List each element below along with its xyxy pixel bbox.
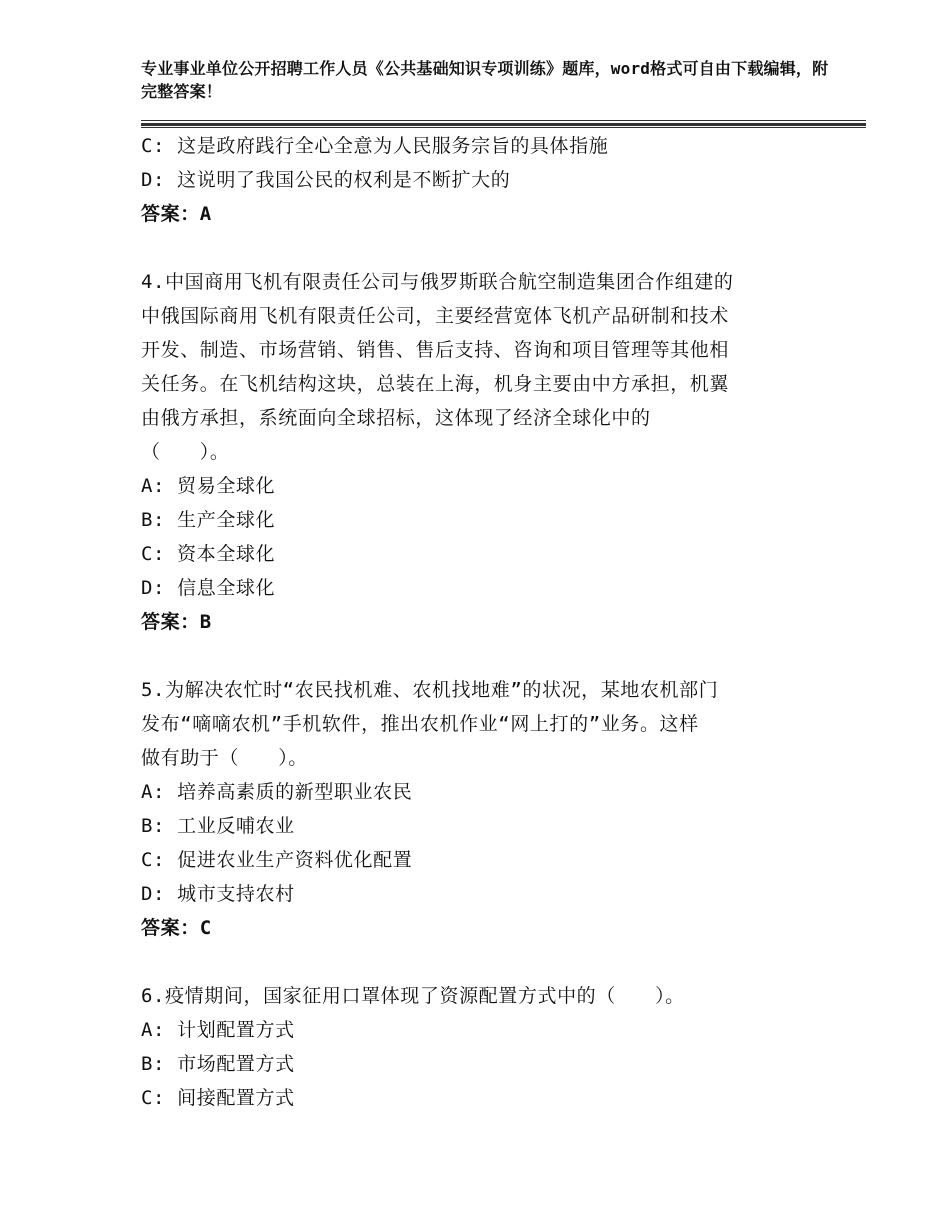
question-6 <box>141 979 801 1115</box>
answer-label: 答案：B <box>141 611 212 633</box>
question-stem-line: 6.疫情期间，国家征用口罩体现了资源配置方式中的（ ）。 <box>141 985 685 1007</box>
spacer <box>141 945 801 979</box>
answer-label: 答案：C <box>141 917 212 939</box>
spacer <box>141 231 801 265</box>
answer-label: 答案：A <box>141 203 212 225</box>
option-c: C: 这是政府践行全心全意为人民服务宗旨的具体指施 <box>141 135 609 157</box>
question-stem-line: 中俄国际商用飞机有限责任公司，主要经营宽体飞机产品研制和技术 <box>141 305 730 327</box>
question-stem-line: 关任务。在飞机结构这块，总装在上海，机身主要由中方承担，机翼 <box>141 373 730 395</box>
question-stem-line: 开发、制造、市场营销、销售、售后支持、咨询和项目管理等其他相 <box>141 339 730 361</box>
question-stem-line: 由俄方承担，系统面向全球招标，这体现了经济全球化中的 <box>141 407 651 429</box>
option-d: D: 城市支持农村 <box>141 883 295 905</box>
question-list <box>141 129 801 1115</box>
option-c: C: 资本全球化 <box>141 543 276 565</box>
option-c: C: 促进农业生产资料优化配置 <box>141 849 413 871</box>
question-stem-line: 发布“嘀嘀农机”手机软件，推出农机作业“网上打的”业务。这样 <box>141 713 699 735</box>
spacer <box>141 639 801 673</box>
option-b: B: 工业反哺农业 <box>141 815 295 837</box>
question-stem-line: 5.为解决农忙时“农民找机难、农机找地难”的状况，某地农机部门 <box>141 679 719 701</box>
question-stem-line: （ ）。 <box>141 441 230 463</box>
page-header: 专业事业单位公开招聘工作人员《公共基础知识专项训练》题库，word格式可自由下载编辑，附完整答案！ <box>141 59 829 101</box>
option-b: B: 市场配置方式 <box>141 1053 295 1075</box>
option-b: B: 生产全球化 <box>141 509 276 531</box>
header-rule-thin-bottom <box>141 127 866 128</box>
header-rule-thick <box>141 123 866 126</box>
option-d: D: 信息全球化 <box>141 577 276 599</box>
option-a: A: 培养高素质的新型职业农民 <box>141 781 413 803</box>
option-d: D: 这说明了我国公民的权利是不断扩大的 <box>141 169 511 191</box>
header-rule-thin-top <box>141 120 866 121</box>
question-stem-line: 做有助于（ ）。 <box>141 747 308 769</box>
question-5 <box>141 673 801 945</box>
option-a: A: 计划配置方式 <box>141 1019 295 1041</box>
option-a: A: 贸易全球化 <box>141 475 276 497</box>
question-4 <box>141 265 801 639</box>
option-c: C: 间接配置方式 <box>141 1087 295 1109</box>
question-stem-line: 4.中国商用飞机有限责任公司与俄罗斯联合航空制造集团合作组建的 <box>141 271 734 293</box>
